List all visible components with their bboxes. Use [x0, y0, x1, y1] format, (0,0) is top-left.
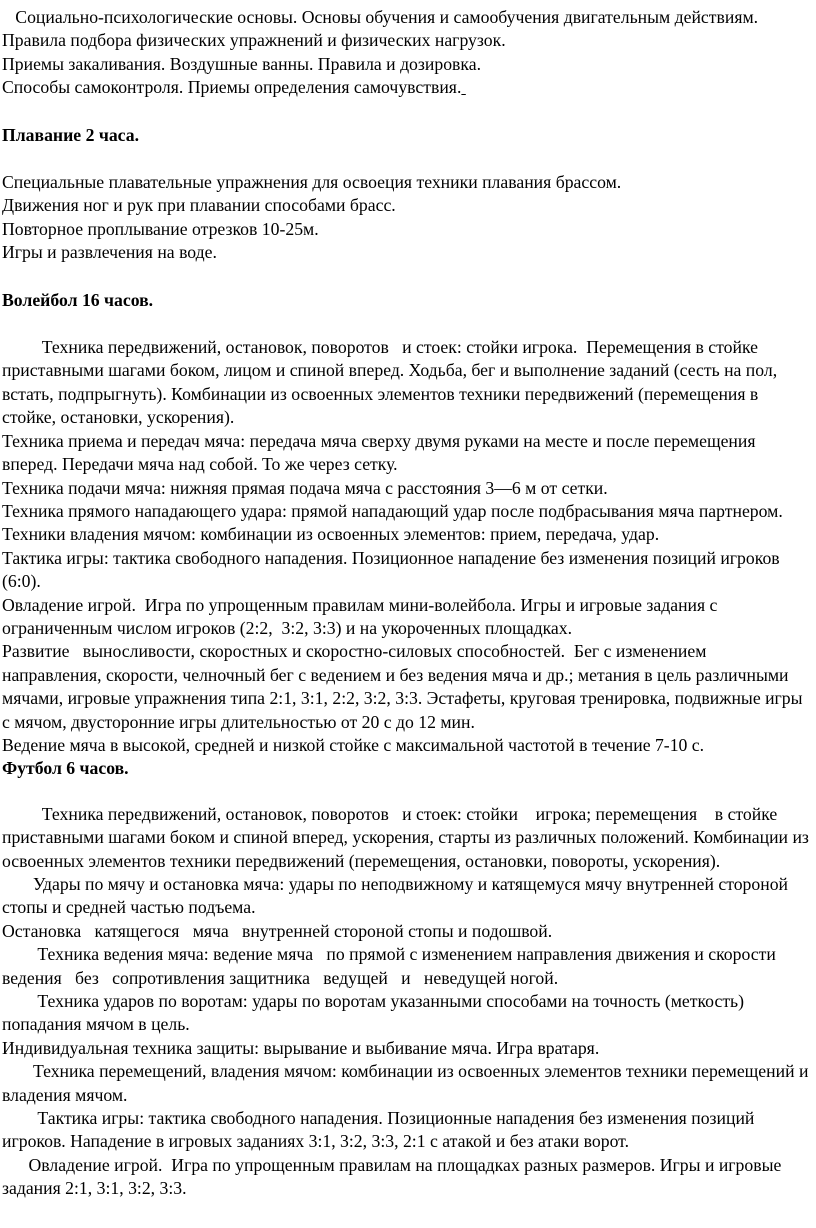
- volleyball-item: Техника приема и передач мяча: передача мяча сверху двумя руками на месте и после перемещения вперед. Передачи мяча над собой. То же через сетку.: [2, 430, 756, 475]
- volleyball-item: Техника передвижений, остановок, поворотов и стоек: стойки игрока. Перемещения в стойке приставными шагами боком, лицом и спиной вперед. Ходьба, бег и выполнение заданий (сесть на пол, встать, подпрыгнуть). Комбинации из освоенных элементов техники передвижений (перемещения в стойке, остановки, ускорения).: [2, 337, 782, 428]
- swimming-item: Специальные плавательные упражнения для освоеция техники плавания брассом.: [2, 172, 622, 193]
- intro-paragraph-3-text: Способы самоконтроля. Приемы определения самочувствия.: [2, 77, 462, 98]
- football-item: Техника перемещений, владения мячом: комбинации из освоенных элементов техники перемещений и владения мячом.: [2, 1061, 813, 1105]
- intro-paragraph-3: [2, 76, 810, 99]
- volleyball-item: Тактика игры: тактика свободного нападения. Позиционное нападение без изменения позиций игроков (6:0).: [2, 547, 780, 592]
- football-item: Остановка катящегося мяча внутренней стороной стопы и подошвой.: [2, 920, 553, 941]
- spacer: [2, 312, 810, 336]
- spacer: [2, 147, 810, 171]
- football-item: Индивидуальная техника защиты: вырывание и выбивание мяча. Игра вратаря.: [2, 1037, 600, 1058]
- volleyball-item: Техники владения мячом: комбинации из освоенных элементов: прием, передача, удар.: [2, 524, 660, 545]
- volleyball-item: Ведение мяча в высокой, средней и низкой стойке с максимальной частотой в течение 7-10 с.: [2, 734, 705, 755]
- swimming-item: Игры и развлечения на воде.: [2, 242, 217, 263]
- volleyball-section: [2, 336, 810, 757]
- football-item: Овладение игрой. Игра по упрощенным правилам на площадках разных размеров. Игры и игровые задания 2:1, 3:1, 3:2, 3:3.: [2, 1154, 786, 1199]
- spacer: [2, 265, 810, 289]
- volleyball-item: Техника прямого нападающего удара: прямой нападающий удар после подбрасывания мяча партнером.: [2, 500, 783, 521]
- swimming-section: [2, 171, 810, 265]
- spacer: [2, 100, 810, 124]
- section-heading-swimming: Плавание 2 часа.: [2, 124, 139, 145]
- football-item: Техника ведения мяча: ведение мяча по прямой с изменением направления движения и скорости ведения без сопротивления защитника ведущей и неведущей ногой.: [2, 944, 790, 988]
- volleyball-item: Развитие выносливости, скоростных и скоростно-силовых способностей. Бег с изменением направления, скорости, челночный бег с ведением и без ведения мяча и др.; метания в цель различными мячами, игровые упражнения типа 2:1, 3:1, 2:2, 3:2, 3:3. Эстафеты, круговая тренировка, подвижные игры с мячом, двусторонние игры длительностью от 20 с до 12 мин.: [2, 641, 807, 732]
- section-heading-football: Футбол 6 часов.: [2, 758, 129, 779]
- football-item: Тактика игры: тактика свободного нападения. Позиционные нападения без изменения позиций игроков. Нападение в игровых заданиях 3:1, 3:2, 3:3, 2:1 с атакой и без атаки ворот.: [2, 1108, 759, 1152]
- football-item: Техника ударов по воротам: удары по воротам указанными способами на точность (меткость) попадания мячом в цель.: [2, 991, 749, 1035]
- football-item: Техника передвижений, остановок, поворотов и стоек: стойки игрока; перемещения в стойке приставными шагами боком и спиной вперед, ускорения, старты из различных положений. Комбинации из освоенных элементов техники передвижений (перемещения, остановки, повороты, ускорения).: [2, 803, 814, 871]
- volleyball-item: Техника подачи мяча: нижняя прямая подача мяча с расстояния 3—6 м от сетки.: [2, 477, 608, 498]
- spacer: [2, 781, 810, 803]
- intro-paragraph-3-trail: [461, 77, 465, 97]
- section-heading-volleyball: Волейбол 16 часов.: [2, 289, 154, 310]
- intro-paragraph-2: Приемы закаливания. Воздушные ванны. Правила и дозировка.: [2, 53, 481, 74]
- intro-paragraph-1: Социально-психологические основы. Основы обучения и самообучения двигательным действиям. Правила подбора физических упражнений и физических нагрузок.: [2, 7, 763, 51]
- swimming-item: Движения ног и рук при плавании способами брасс.: [2, 195, 396, 216]
- swimming-item: Повторное проплывание отрезков 10-25м.: [2, 218, 319, 239]
- football-item: Удары по мячу и остановка мяча: удары по неподвижному и катящемуся мячу внутренней стороной стопы и средней частью подъема.: [2, 874, 793, 918]
- volleyball-item: Овладение игрой. Игра по упрощенным правилам мини-волейбола. Игры и игровые задания с ограниченным числом игроков (2:2, 3:2, 3:3) и на укороченных площадках.: [2, 594, 722, 638]
- football-section: [2, 803, 814, 1201]
